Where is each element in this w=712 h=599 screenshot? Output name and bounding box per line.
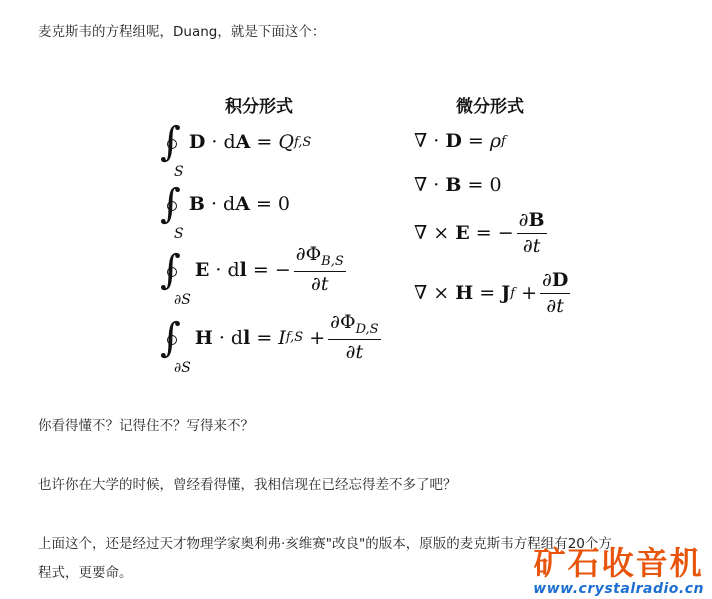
site-watermark: [533, 545, 704, 597]
differential-faraday-law: ∇ × E = − $\frac{\partial B}{\partial t}$: [414, 209, 545, 257]
paragraph-heaviside-line1: 上面这个，还是经过天才物理学家奥利弗·亥维赛"改良"的版本，原版的麦克斯韦方程组有20个方: [38, 536, 612, 552]
paragraph-question: 你看得懂不？记得住不？写得来不？: [38, 418, 254, 434]
paragraph-university: 也许你在大学的时候，曾经看得懂，我相信现在已经忘得差不多了吧？: [38, 477, 457, 493]
integral-form-title: 积分形式: [225, 97, 293, 117]
differential-form-title: 微分形式: [456, 97, 524, 117]
watermark-url: www.crystalradio.cn: [533, 581, 704, 597]
integral-gauss-law: ∫ S D · d A = Q f,S: [160, 119, 312, 180]
intro-text: 麦克斯韦的方程组呢，Duang，就是下面这个：: [38, 24, 326, 40]
integral-magnetic-gauss-law: ∫ S B · d A = 0: [160, 181, 291, 242]
integral-faraday-law: ∫ ∂S E · d l = − $\frac{\partial\Phi_{B,S}}{\partial t}$: [160, 243, 344, 308]
paragraph-heaviside-line2: 程式，更要命。: [38, 565, 133, 581]
watermark-title: 矿石收音机: [533, 544, 704, 582]
differential-gauss-law: ∇ · D = ρ f: [414, 130, 506, 152]
differential-magnetic-gauss-law: ∇ · B = 0: [414, 174, 502, 196]
integral-ampere-law: ∫ ∂S H · d l = I f,S + $\frac{\partial\Phi_{D,S}}{\partial t}$: [160, 311, 379, 376]
differential-ampere-law: ∇ × H = J f + $\frac{\partial D}{\partial t}$: [414, 269, 569, 317]
